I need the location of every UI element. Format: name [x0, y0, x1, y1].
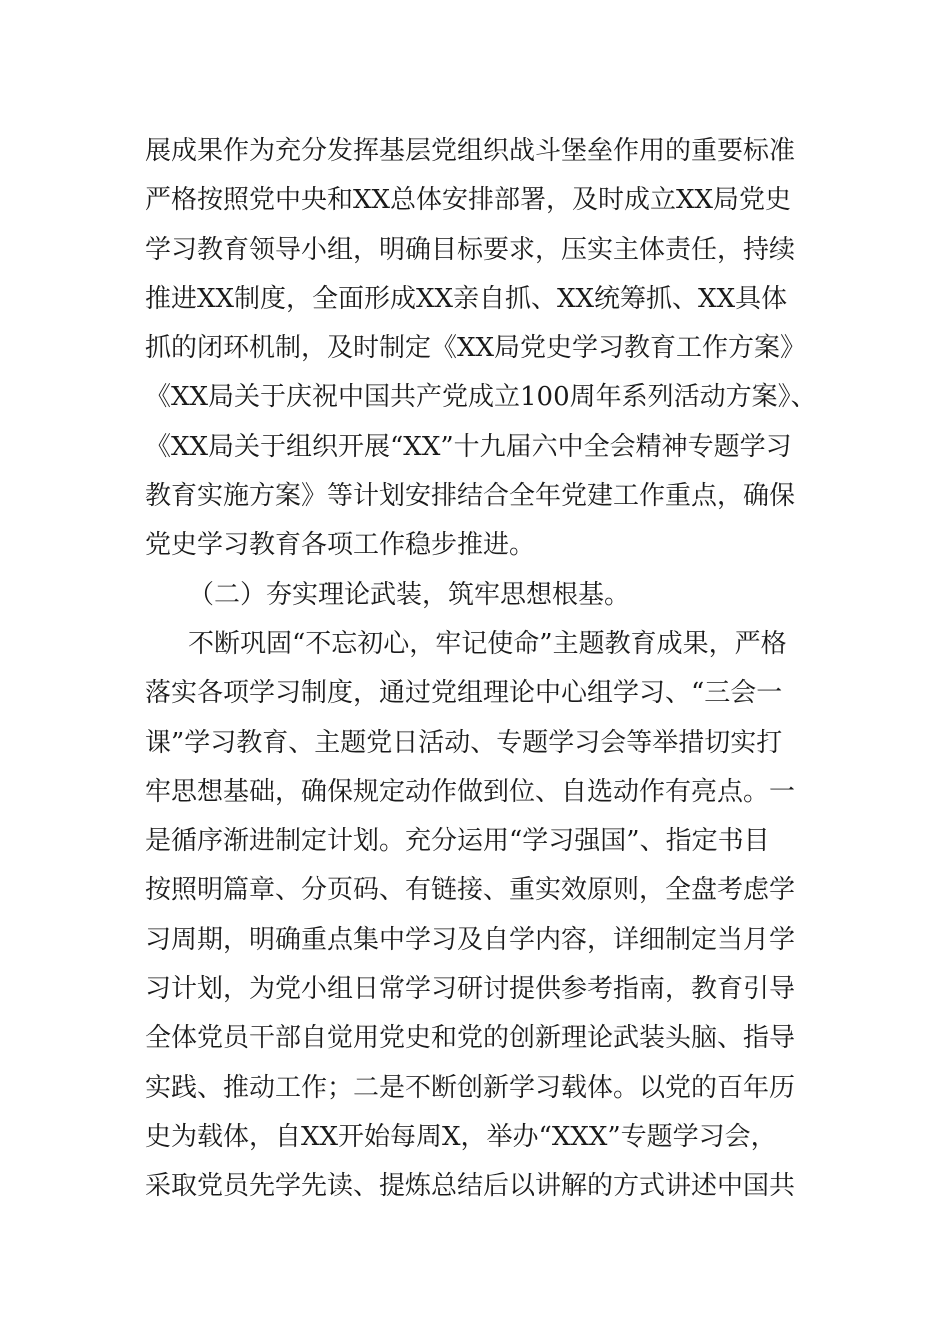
text-line: 落实各项学习制度，通过党组理论中心组学习、“三会一 — [145, 678, 783, 709]
section-heading: （二）夯实理论武装，筑牢思想根基。 — [188, 579, 631, 610]
text-line: 推进XX制度，全面形成XX亲自抓、XX统筹抓、XX具体 — [145, 283, 788, 314]
text-line: 《XX局关于组织开展“XX”十九届六中全会精神专题学习 — [145, 431, 792, 462]
text-line: 抓的闭环机制，及时制定《XX局党史学习教育工作方案》 — [145, 333, 807, 364]
text-line: 全体党员干部自觉用党史和党的创新理论武装头脑、指导 — [145, 1023, 796, 1054]
text-line: 严格按照党中央和XX总体安排部署，及时成立XX局党史 — [145, 185, 792, 216]
text-line: 习周期，明确重点集中学习及自学内容，详细制定当月学 — [145, 924, 796, 955]
text-line: 学习教育领导小组，明确目标要求，压实主体责任，持续 — [145, 234, 796, 265]
text-line: 牢思想基础，确保规定动作做到位、自选动作有亮点。一 — [145, 776, 796, 807]
text-line: 按照明篇章、分页码、有链接、重实效原则，全盘考虑学 — [145, 875, 796, 906]
text-line: 党史学习教育各项工作稳步推进。 — [145, 530, 536, 561]
body-text — [145, 127, 825, 1212]
paragraph-first-line: 不断巩固“不忘初心，牢记使命”主题教育成果，严格 — [188, 628, 787, 659]
text-line: 实践、推动工作；二是不断创新学习载体。以党的百年历 — [145, 1072, 796, 1103]
text-line: 是循序渐进制定计划。充分运用“学习强国”、指定书目 — [145, 826, 770, 857]
text-line: 史为载体，自XX开始每周X，举办“XXX”专题学习会， — [145, 1121, 777, 1152]
text-line: 展成果作为充分发挥基层党组织战斗堡垒作用的重要标准 — [145, 136, 796, 166]
text-line: 采取党员先学先读、提炼总结后以讲解的方式讲述中国共 — [145, 1171, 796, 1202]
text-line: 习计划，为党小组日常学习研讨提供参考指南，教育引导 — [145, 974, 796, 1005]
text-line: 《XX局关于庆祝中国共产党成立100周年系列活动方案》、 — [145, 382, 817, 413]
text-line: 课”学习教育、主题党日活动、专题学习会等举措切实打 — [145, 727, 783, 758]
text-line: 教育实施方案》等计划安排结合全年党建工作重点，确保 — [145, 481, 796, 512]
